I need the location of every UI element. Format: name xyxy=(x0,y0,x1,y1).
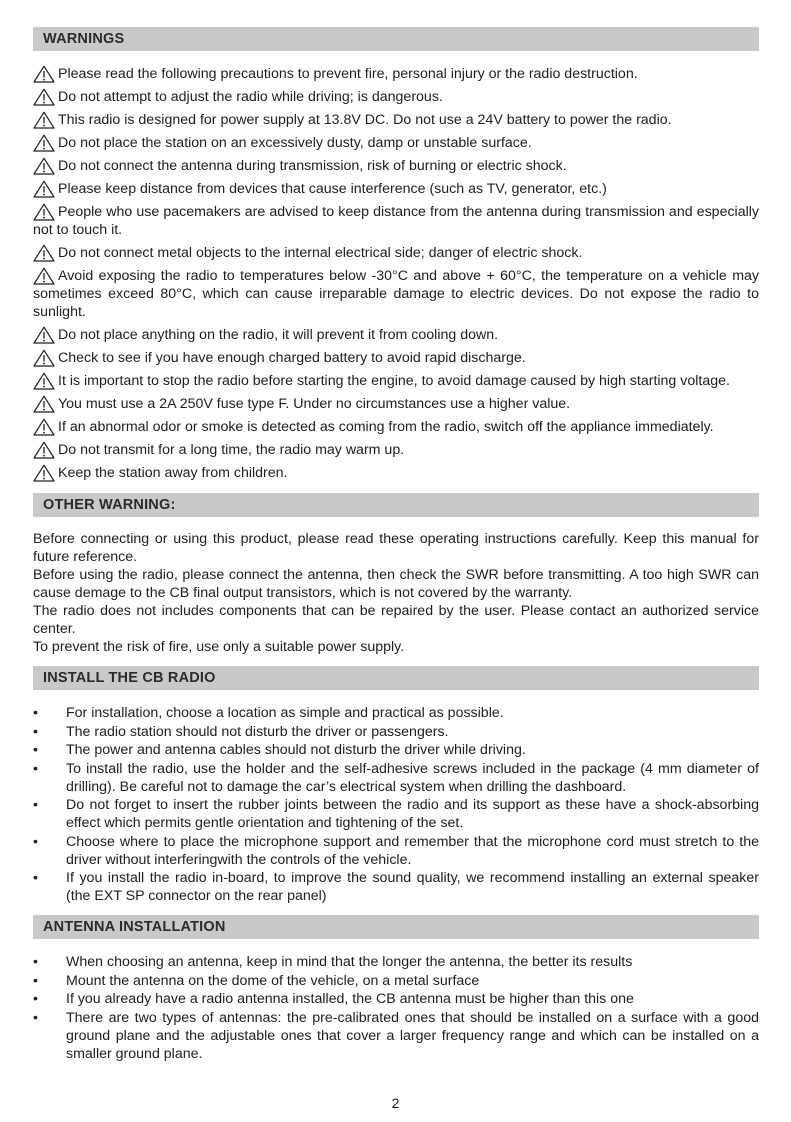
other-warning-paragraph: Before connecting or using this product, please read these operating instructions carefully. Keep this manual for future reference. xyxy=(33,531,759,565)
warning-text: Check to see if you have enough charged battery to avoid rapid discharge. xyxy=(58,350,526,366)
document-page xyxy=(33,27,759,1063)
warning-triangle-icon xyxy=(33,180,55,198)
install-item-text: If you install the radio in-board, to improve the sound quality, we recommend installing an external speaker (the EXT SP connector on the rear panel) xyxy=(66,870,759,904)
bullet-icon: • xyxy=(33,797,38,813)
warning-item xyxy=(33,267,759,321)
other-warning-paragraph: To prevent the risk of fire, use only a suitable power supply. xyxy=(33,639,405,655)
install-item xyxy=(33,741,759,759)
install-item-text: Do not forget to insert the rubber joints between the radio and its support as these have a shock-absorbing effect which permits gentle orientation and tightening of the set. xyxy=(66,797,759,831)
antenna-item-text: If you already have a radio antenna installed, the CB antenna must be higher than this one xyxy=(66,991,634,1007)
warning-text: If an abnormal odor or smoke is detected as coming from the radio, switch off the appliance immediately. xyxy=(58,419,714,435)
warning-text: Do not place the station on an excessively dusty, damp or unstable surface. xyxy=(58,135,532,151)
install-item xyxy=(33,869,759,905)
warning-text: Do not transmit for a long time, the radio may warm up. xyxy=(58,442,405,458)
install-item xyxy=(33,723,759,741)
antenna-list xyxy=(33,953,759,1063)
warning-item xyxy=(33,88,759,106)
antenna-item-text: Mount the antenna on the dome of the vehicle, on a metal surface xyxy=(66,972,480,989)
antenna-item xyxy=(33,1009,759,1063)
warning-item xyxy=(33,180,759,198)
warning-item xyxy=(33,203,759,239)
bullet-icon: • xyxy=(33,870,38,886)
antenna-header: ANTENNA INSTALLATION xyxy=(33,915,759,939)
install-item-text: Choose where to place the microphone support and remember that the microphone cord must stretch to the driver without interferingwith the controls of the vehicle. xyxy=(66,833,759,868)
warning-triangle-icon xyxy=(33,88,55,106)
bullet-icon: • xyxy=(33,760,38,777)
other-warning-text xyxy=(33,530,759,656)
install-item xyxy=(33,796,759,832)
install-item xyxy=(33,760,759,796)
warning-triangle-icon xyxy=(33,203,55,221)
warnings-header: WARNINGS xyxy=(33,27,759,51)
warning-item xyxy=(33,134,759,152)
antenna-item xyxy=(33,990,759,1008)
warning-triangle-icon xyxy=(33,244,55,262)
warning-text: Please read the following precautions to prevent fire, personal injury or the radio destruction. xyxy=(58,66,638,82)
install-item-text: For installation, choose a location as simple and practical as possible. xyxy=(66,705,504,721)
warning-item xyxy=(33,372,759,390)
warning-item xyxy=(33,326,759,344)
warning-text: Avoid exposing the radio to temperatures below -30°C and above + 60°C, the temperature on a vehicle may sometimes exceed 80°C, which can cause irreparable damage to electric devices. Do not expose the radio to sunlight. xyxy=(33,268,759,320)
warning-triangle-icon xyxy=(33,111,55,129)
other-warning-paragraph: The radio does not includes components that can be repaired by the user. Please contact an authorized service center. xyxy=(33,603,759,637)
warning-triangle-icon xyxy=(33,267,55,285)
antenna-item-text: When choosing an antenna, keep in mind that the longer the antenna, the better its results xyxy=(66,954,633,970)
bullet-icon: • xyxy=(33,991,38,1007)
install-item-text: The radio station should not disturb the driver or passengers. xyxy=(66,723,449,740)
warning-triangle-icon xyxy=(33,65,55,83)
warning-triangle-icon xyxy=(33,134,55,152)
warning-item xyxy=(33,244,759,262)
warning-triangle-icon xyxy=(33,157,55,175)
warning-triangle-icon xyxy=(33,418,55,436)
warning-triangle-icon xyxy=(33,326,55,344)
warning-text: Do not connect metal objects to the internal electrical side; danger of electric shock. xyxy=(58,245,583,261)
warnings-list xyxy=(33,65,759,482)
antenna-item-text: There are two types of antennas: the pre-calibrated ones that should be installed on a surface with a good ground plane and the adjustable ones that cover a larger frequency range and which can be installed on a smaller ground plane. xyxy=(66,1009,759,1062)
warning-triangle-icon xyxy=(33,349,55,367)
warning-item xyxy=(33,349,759,367)
bullet-icon: • xyxy=(33,972,38,989)
bullet-icon: • xyxy=(33,833,38,850)
warning-item xyxy=(33,418,759,436)
install-list xyxy=(33,704,759,905)
bullet-icon: • xyxy=(33,723,38,740)
warning-triangle-icon xyxy=(33,464,55,482)
page-number: 2 xyxy=(391,1095,400,1111)
bullet-icon: • xyxy=(33,742,38,758)
warning-item xyxy=(33,65,759,83)
other-warning-paragraph: Before using the radio, please connect the antenna, then check the SWR before transmitting. A too high SWR can cause demage to the CB final output transistors, which is not covered by the warranty. xyxy=(33,567,759,601)
warning-item xyxy=(33,464,759,482)
warning-text: Do not connect the antenna during transmission, risk of burning or electric shock. xyxy=(58,158,567,174)
warning-text: It is important to stop the radio before starting the engine, to avoid damage caused by high starting voltage. xyxy=(58,373,730,389)
warning-text: Do not attempt to adjust the radio while driving; is dangerous. xyxy=(58,89,443,105)
warning-text: This radio is designed for power supply at 13.8V DC. Do not use a 24V battery to power the radio. xyxy=(58,112,672,128)
warning-triangle-icon xyxy=(33,441,55,459)
warning-item xyxy=(33,111,759,129)
warning-item xyxy=(33,395,759,413)
install-item xyxy=(33,833,759,869)
install-item-text: To install the radio, use the holder and the self-adhesive screws included in the package (4 mm diameter of drilling). Be careful not to damage the car’s electrical system when drilling the dashboard. xyxy=(66,760,759,795)
warning-text: You must use a 2A 250V fuse type F. Under no circumstances use a higher value. xyxy=(58,396,571,412)
install-item xyxy=(33,704,759,722)
warning-text: Keep the station away from children. xyxy=(58,465,288,481)
warning-item xyxy=(33,157,759,175)
install-header: INSTALL THE CB RADIO xyxy=(33,666,759,690)
warning-item xyxy=(33,441,759,459)
bullet-icon: • xyxy=(33,1009,38,1026)
warning-text: People who use pacemakers are advised to keep distance from the antenna during transmission and especially not to touch it. xyxy=(33,204,759,238)
warning-triangle-icon xyxy=(33,395,55,413)
install-item-text: The power and antenna cables should not disturb the driver while driving. xyxy=(66,742,526,758)
bullet-icon: • xyxy=(33,954,38,970)
warning-text: Please keep distance from devices that cause interference (such as TV, generator, etc.) xyxy=(58,181,607,197)
warning-triangle-icon xyxy=(33,372,55,390)
other-warning-header: OTHER WARNING: xyxy=(33,493,759,517)
warning-text: Do not place anything on the radio, it will prevent it from cooling down. xyxy=(58,327,499,343)
antenna-item xyxy=(33,953,759,971)
antenna-item xyxy=(33,972,759,990)
bullet-icon: • xyxy=(33,705,38,721)
